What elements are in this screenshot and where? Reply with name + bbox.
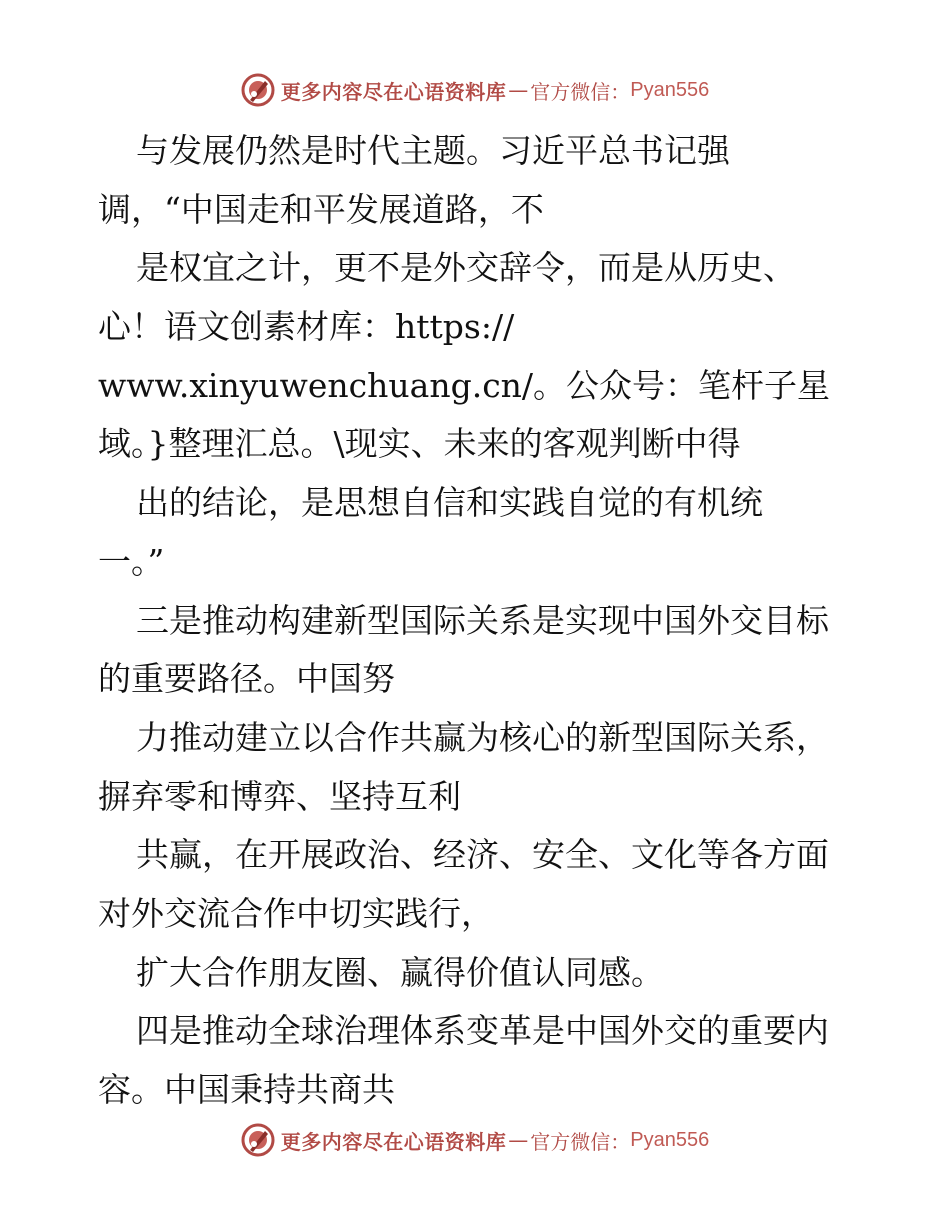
header-banner-label: 官方微信： [530, 79, 631, 104]
body-line: 对外交流合作中切实践行， [98, 893, 494, 933]
footer-banner-title: 更多内容尽在心语资料库 [280, 1129, 507, 1154]
brand-logo-icon [241, 73, 275, 107]
footer-banner-wechat-id: Pyan556 [630, 1128, 710, 1151]
body-line: 出的结论，是思想自信和实践自觉的有机统 [136, 483, 763, 523]
document-body [98, 122, 878, 1120]
footer-banner-label: 官方微信： [530, 1129, 631, 1154]
body-line: 容。中国秉持共商共 [98, 1070, 395, 1109]
body-line: 的重要路径。中国努 [98, 659, 395, 699]
body-line: 是权宜之计，更不是外交辞令，而是从历史、 [136, 248, 796, 288]
body-line: 与发展仍然是时代主题。习近平总书记强 [136, 131, 730, 170]
header-banner-wechat-id: Pyan556 [630, 78, 710, 101]
body-line: 三是推动构建新型国际关系是实现中国外交目标 [136, 600, 829, 640]
body-line: 扩大合作朋友圈、赢得价值认同感。 [136, 952, 664, 992]
body-line: 力推动建立以合作共赢为核心的新型国际关系， [136, 717, 829, 757]
body-line: 摒弃零和博弈、坚持互利 [98, 776, 461, 816]
body-line: 四是推动全球治理体系变革是中国外交的重要内 [136, 1011, 829, 1051]
body-line: 心！语文创素材库：https:// [98, 307, 515, 347]
header-banner-separator: — [508, 78, 529, 102]
body-line: 一。” [98, 541, 165, 581]
footer-banner-separator: — [508, 1128, 529, 1152]
header-banner-title: 更多内容尽在心语资料库 [280, 79, 507, 104]
header-banner [0, 70, 950, 110]
brand-logo-icon [241, 1123, 275, 1157]
body-line: 共赢，在开展政治、经济、安全、文化等各方面 [136, 835, 829, 875]
body-line: 调，“中国走和平发展道路，不 [98, 189, 544, 229]
footer-banner [0, 1120, 950, 1160]
body-line: www.xinyuwenchuang.cn/。公众号：笔杆子星 [98, 365, 831, 405]
body-line: 域。}整理汇总。\现实、未来的客观判断中得 [98, 424, 741, 464]
